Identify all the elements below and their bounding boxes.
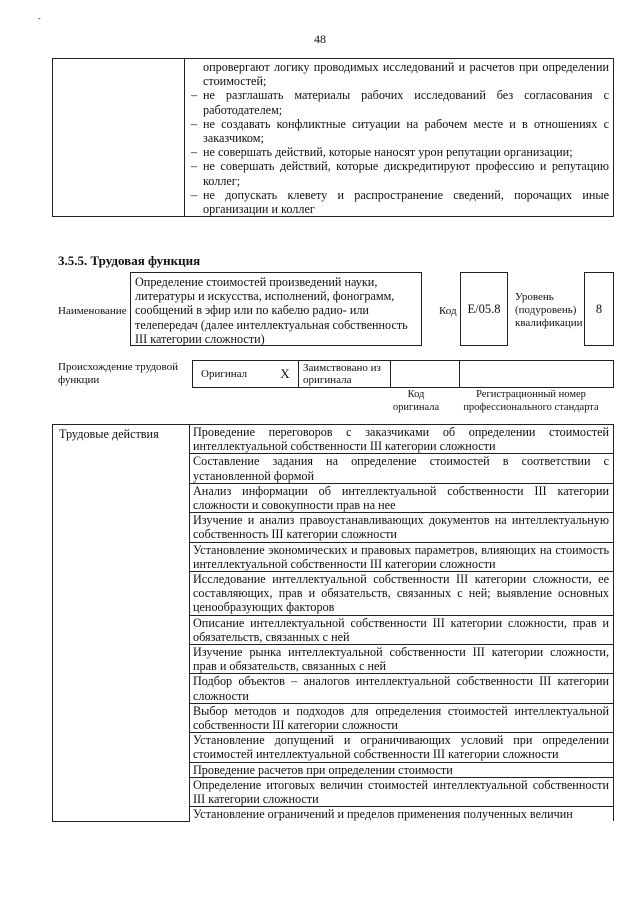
labor-action: Установление ограничений и пределов применения полученных величин — [190, 807, 614, 822]
labor-action: Проведение переговоров с заказчиками об определении стоимостей интеллектуальной собственности III категории сложности — [190, 425, 614, 454]
continuation-item-text: не создавать конфликтные ситуации на рабочем месте и в отношениях с заказчиком; — [203, 116, 609, 146]
labor-action: Установление допущений и ограничивающих условий при определении стоимостей интеллектуальной собственности III категории сложности — [190, 733, 614, 762]
continuation-item-text: не разглашать материалы рабочих исследований без согласования с работодателем; — [203, 88, 609, 117]
labor-action: Изучение и анализ правоустанавливающих документов на интеллектуальную собственность III категории сложности — [190, 513, 614, 542]
dash-marker: – — [191, 159, 198, 174]
continuation-item — [191, 117, 609, 145]
labor-actions-header: Трудовые действия — [53, 425, 190, 822]
qualification-level-label: Уровень (подуровень) квалификации — [515, 291, 583, 329]
qualification-level-value: 8 — [584, 272, 614, 346]
labor-action: Изучение рынка интеллектуальной собственности III категории сложности, прав и обязательств, связанных с ней — [190, 645, 614, 674]
section-title: 3.5.5. Трудовая функция — [58, 253, 201, 268]
continuation-empty-cell — [53, 59, 185, 217]
labor-actions-table — [52, 424, 614, 822]
dash-marker: – — [191, 145, 198, 160]
original-label: Оригинал — [193, 361, 273, 388]
labor-action: Проведение расчетов при определении стоимости — [190, 762, 614, 777]
original-code-caption: Код оригинала — [392, 389, 440, 413]
labor-action: Подбор объектов – аналогов интеллектуальной собственности III категории сложности — [190, 674, 614, 703]
function-name-value: Определение стоимостей произведений науки, литературы и искусства, исполнений, фонограмм, сообщений в эфир или по кабелю радио- или телепередач (далее интеллектуальная собственность III категории сложности) — [130, 272, 422, 346]
origin-label: Происхождение трудовой функции — [58, 361, 179, 386]
labor-action: Составление задания на определение стоимостей в соответствии с установленной формой — [190, 454, 614, 483]
dash-marker: – — [191, 88, 198, 103]
registration-number-caption: Регистрационный номер профессионального стандарта — [463, 389, 599, 413]
page-number: 48 — [314, 32, 326, 46]
function-name-label: Наименование — [58, 305, 127, 317]
dash-marker: – — [191, 116, 198, 131]
registration-number-cell — [460, 361, 614, 388]
continuation-item-text: не допускать клевету и распространение сведений, порочащих иные организации и коллег — [203, 187, 609, 217]
function-code-label: Код — [439, 305, 457, 317]
original-code-cell — [391, 361, 460, 388]
origin-table — [192, 360, 614, 388]
continuation-item-text: опровергают логику проводимых исследований и расчетов при определении стоимостей; — [203, 60, 609, 89]
continuation-item — [191, 60, 609, 88]
labor-action: Описание интеллектуальной собственности III категории сложности, прав и обязательств, связанных с ней — [190, 615, 614, 644]
continuation-item — [191, 145, 609, 159]
labor-action: Выбор методов и подходов для определения стоимостей интеллектуальной собственности III категории сложности — [190, 703, 614, 732]
original-mark: X — [272, 361, 299, 388]
continuation-cell — [185, 59, 614, 217]
dash-marker: – — [191, 187, 198, 202]
corner-mark: - — [38, 14, 41, 23]
continuation-table — [52, 58, 614, 217]
continuation-item — [191, 159, 609, 187]
labor-action: Определение итоговых величин стоимостей интеллектуальной собственности III категории сложности — [190, 777, 614, 806]
labor-action: Установление экономических и правовых параметров, влияющих на стоимость интеллектуальной собственности III категории сложности — [190, 542, 614, 571]
function-code-value: E/05.8 — [460, 272, 508, 346]
labor-action: Исследование интеллектуальной собственности III категории сложности, ее составляющих, прав и обязательств, связанных с ней; выявление основных ценообразующих факторов — [190, 572, 614, 616]
borrowed-label: Заимствовано из оригинала — [299, 361, 391, 388]
continuation-item — [191, 88, 609, 116]
continuation-item — [191, 188, 609, 216]
labor-action: Анализ информации об интеллектуальной собственности III категории сложности и совокупности прав на нее — [190, 483, 614, 512]
continuation-item-text: не совершать действий, которые наносят урон репутации организации; — [203, 145, 573, 160]
continuation-item-text: не совершать действий, которые дискредитируют профессию и репутацию коллег; — [203, 159, 609, 188]
